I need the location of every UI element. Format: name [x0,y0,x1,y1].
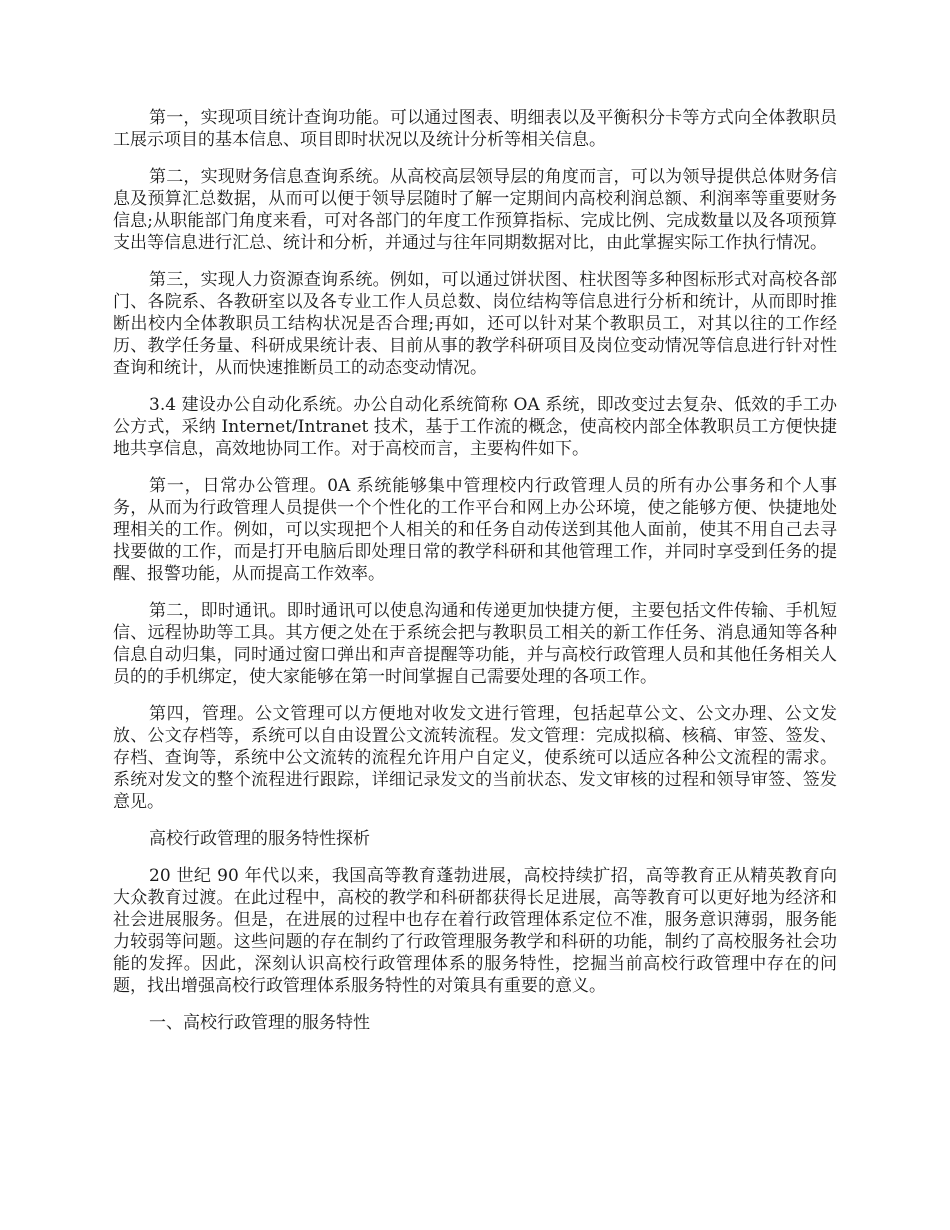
paragraph-instant-messaging: 第二，即时通讯。即时通讯可以使息沟通和传递更加快捷方便，主要包括文件传输、手机短信、远程协助等工具。其方便之处在于系统会把与教职员工相关的新工作任务、消息通知等各种信息自动归集，同时通过窗口弹出和声音提醒等功能，并与高校行政管理人员和其他任务相关人员的的手机绑定，使大家能够在第一时间掌握自己需要处理的各项工作。 [113,601,837,687]
paragraph-project-statistics: 第一，实现项目统计查询功能。可以通过图表、明细表以及平衡积分卡等方式向全体教职员工展示项目的基本信息、项目即时状况以及统计分析等相关信息。 [113,108,837,150]
paragraph-oa-system: 3.4 建设办公自动化系统。办公自动化系统简称 OA 系统，即改变过去复杂、低效的手工办公方式，采纳 Internet/Intranet 技术，基于工作流的概念，使高校内部全体教职员工方便快捷地共享信息，高效地协同工作。对于高校而言，主要构件如下。 [113,395,837,459]
section-heading-service-characteristics: 高校行政管理的服务特性探析 [149,829,370,849]
section-heading-part-one: 一、高校行政管理的服务特性 [149,1013,370,1033]
document-body [113,107,837,1049]
paragraph-daily-office: 第一，日常办公管理。0A 系统能够集中管理校内行政管理人员的所有办公事务和个人事务，从而为行政管理人员提供一个个性化的工作平台和网上办公环境，使之能够方便、快捷地处理相关的工作。例如，可以实现把个人相关的和任务自动传送到其他人面前，使其不用自己去寻找要做的工作，而是打开电脑后即处理日常的教学科研和其他管理工作，并同时享受到任务的提醒、报警功能，从而提高工作效率。 [113,476,837,584]
paragraph-hr-query: 第三，实现人力资源查询系统。例如，可以通过饼状图、柱状图等多种图标形式对高校各部门、各院系、各教研室以及各专业工作人员总数、岗位结构等信息进行分析和统计，从而即时推断出校内全体教职员工结构状况是否合理;再如，还可以针对某个教职员工，对其以往的工作经历、教学任务量、科研成果统计表、目前从事的教学科研项目及岗位变动情况等信息进行针对性查询和统计，从而快速推断员工的动态变动情况。 [113,270,837,378]
paragraph-document-management: 第四，管理。公文管理可以方便地对收发文进行管理，包括起草公文、公文办理、公文发放、公文存档等，系统可以自由设置公文流转流程。发文管理：完成拟稿、核稿、审签、签发、存档、查询等，系统中公文流转的流程允许用户自定义，使系统可以适应各种公文流程的需求。系统对发文的整个流程进行跟踪，详细记录发文的当前状态、发文审核的过程和领导审签、签发意见。 [113,704,837,812]
paragraph-finance-query: 第二，实现财务信息查询系统。从高校高层领导层的角度而言，可以为领导提供总体财务信息及预算汇总数据，从而可以便于领导层随时了解一定期间内高校利润总额、利润率等重要财务信息;从职能部门角度来看，可对各部门的年度工作预算指标、完成比例、完成数量以及各项预算支出等信息进行汇总、统计和分析，并通过与往年同期数据对比，由此掌握实际工作执行情况。 [113,167,837,253]
paragraph-higher-education-background: 20 世纪 90 年代以来，我国高等教育蓬勃进展，高校持续扩招，高等教育正从精英教育向大众教育过渡。在此过程中，高校的教学和科研都获得长足进展，高等教育可以更好地为经济和社会进展服务。但是，在进展的过程中也存在着行政管理体系定位不准，服务意识薄弱，服务能力较弱等问题。这些问题的存在制约了行政管理服务教学和科研的功能，制约了高校服务社会功能的发挥。因此，深刻认识高校行政管理体系的服务特性，挖掘当前高校行政管理中存在的问题，找出增强高校行政管理体系服务特性的对策具有重要的意义。 [113,866,837,996]
